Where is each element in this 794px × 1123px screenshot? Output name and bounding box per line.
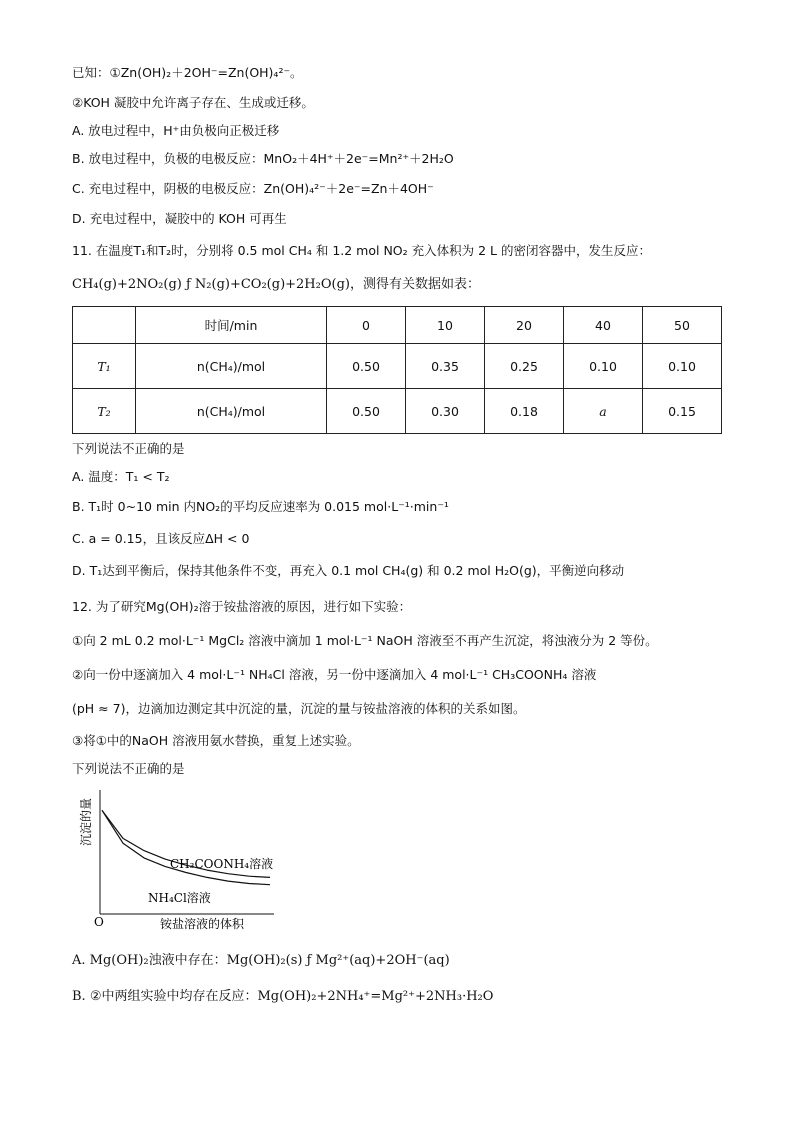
- table-cell: 0.18: [485, 389, 564, 434]
- table-cell: 0.30: [406, 389, 485, 434]
- q11-reaction: CH₄(g)+2NO₂(g) ƒ N₂(g)+CO₂(g)+2H₂O(g)，测得有关数据如表：: [72, 277, 480, 292]
- q12-step-3: ③将①中的NaOH 溶液用氨水替换，重复上述实验。: [72, 733, 360, 748]
- table-cell: 0.50: [327, 344, 406, 389]
- series-line-nh4cl: [102, 810, 270, 884]
- table-cell-temp: T₂: [73, 389, 136, 434]
- series-label-nh4cl: NH₄Cl溶液: [148, 891, 211, 905]
- known-condition-2: ②KOH 凝胶中允许离子存在、生成或迁移。: [72, 95, 314, 110]
- table-header-cell: 0: [327, 307, 406, 344]
- q10-option-b: B. 放电过程中，负极的电极反应：MnO₂＋4H⁺＋2e⁻=Mn²⁺＋2H₂O: [72, 151, 454, 166]
- table-cell-label: n(CH₄)/mol: [136, 389, 327, 434]
- q12-step-2b: (pH ≈ 7)，边滴加边测定其中沉淀的量，沉淀的量与铵盐溶液的体积的关系如图。: [72, 701, 526, 716]
- known-condition-1: 已知：①Zn(OH)₂＋2OH⁻=Zn(OH)₄²⁻。: [72, 65, 303, 80]
- series-layer: [102, 810, 270, 884]
- q12-prompt: 下列说法不正确的是: [72, 761, 185, 776]
- q11-option-d: D. T₁达到平衡后，保持其他条件不变，再充入 0.1 mol CH₄(g) 和 0.2 mol H₂O(g)，平衡逆向移动: [72, 563, 625, 578]
- q10-option-d: D. 充电过程中，凝胶中的 KOH 可再生: [72, 211, 287, 226]
- q12-option-b: B. ②中两组实验中均存在反应：Mg(OH)₂+2NH₄⁺=Mg²⁺+2NH₃·H₂O: [72, 989, 494, 1004]
- table-cell: 0.10: [643, 344, 722, 389]
- table-cell: 0.10: [564, 344, 643, 389]
- table-cell: 0.25: [485, 344, 564, 389]
- table-header-row: [73, 307, 722, 344]
- q12-option-a: A. Mg(OH)₂浊液中存在：Mg(OH)₂(s) ƒ Mg²⁺(aq)+2OH⁻(aq): [72, 953, 450, 968]
- x-axis-label: 铵盐溶液的体积: [160, 917, 245, 931]
- series-label-ch3coonh4: CH₃COONH₄溶液: [170, 857, 274, 871]
- y-axis-label: 沉淀的量: [79, 797, 93, 847]
- table-cell: a: [564, 389, 643, 434]
- table-cell: 0.15: [643, 389, 722, 434]
- q12-step-1: ①向 2 mL 0.2 mol·L⁻¹ MgCl₂ 溶液中滴加 1 mol·L⁻¹ NaOH 溶液至不再产生沉淀，将浊液分为 2 等份。: [72, 633, 658, 648]
- table-cell: 0.35: [406, 344, 485, 389]
- table-header-cell: 20: [485, 307, 564, 344]
- q12-stem: 12. 为了研究Mg(OH)₂溶于铵盐溶液的原因，进行如下实验：: [72, 599, 412, 614]
- table-cell-temp: T₁: [73, 344, 136, 389]
- precipitate-chart: [74, 784, 294, 934]
- q12-step-2a: ②向一份中逐滴加入 4 mol·L⁻¹ NH₄Cl 溶液，另一份中逐滴加入 4 mol·L⁻¹ CH₃COONH₄ 溶液: [72, 667, 597, 682]
- table-header-cell: 时间/min: [136, 307, 327, 344]
- table-header-cell: 10: [406, 307, 485, 344]
- q11-stem: 11. 在温度T₁和T₂时，分别将 0.5 mol CH₄ 和 1.2 mol NO₂ 充入体积为 2 L 的密闭容器中，发生反应：: [72, 243, 651, 258]
- q11-option-a: A. 温度：T₁ < T₂: [72, 469, 170, 484]
- q11-prompt: 下列说法不正确的是: [72, 441, 185, 456]
- table-header-cell: [73, 307, 136, 344]
- data-table: [72, 306, 722, 434]
- table-header-cell: 50: [643, 307, 722, 344]
- q10-option-a: A. 放电过程中，H⁺由负极向正极迁移: [72, 123, 280, 138]
- q11-option-b: B. T₁时 0~10 min 内NO₂的平均反应速率为 0.015 mol·L⁻¹·min⁻¹: [72, 499, 449, 514]
- table-cell: 0.50: [327, 389, 406, 434]
- table-row: [73, 344, 722, 389]
- table-cell-label: n(CH₄)/mol: [136, 344, 327, 389]
- q11-option-c: C. a = 0.15，且该反应ΔH < 0: [72, 531, 250, 546]
- q10-option-c: C. 充电过程中，阴极的电极反应：Zn(OH)₄²⁻＋2e⁻=Zn＋4OH⁻: [72, 181, 434, 196]
- table-row: [73, 389, 722, 434]
- origin-label: O: [94, 915, 104, 929]
- table-header-cell: 40: [564, 307, 643, 344]
